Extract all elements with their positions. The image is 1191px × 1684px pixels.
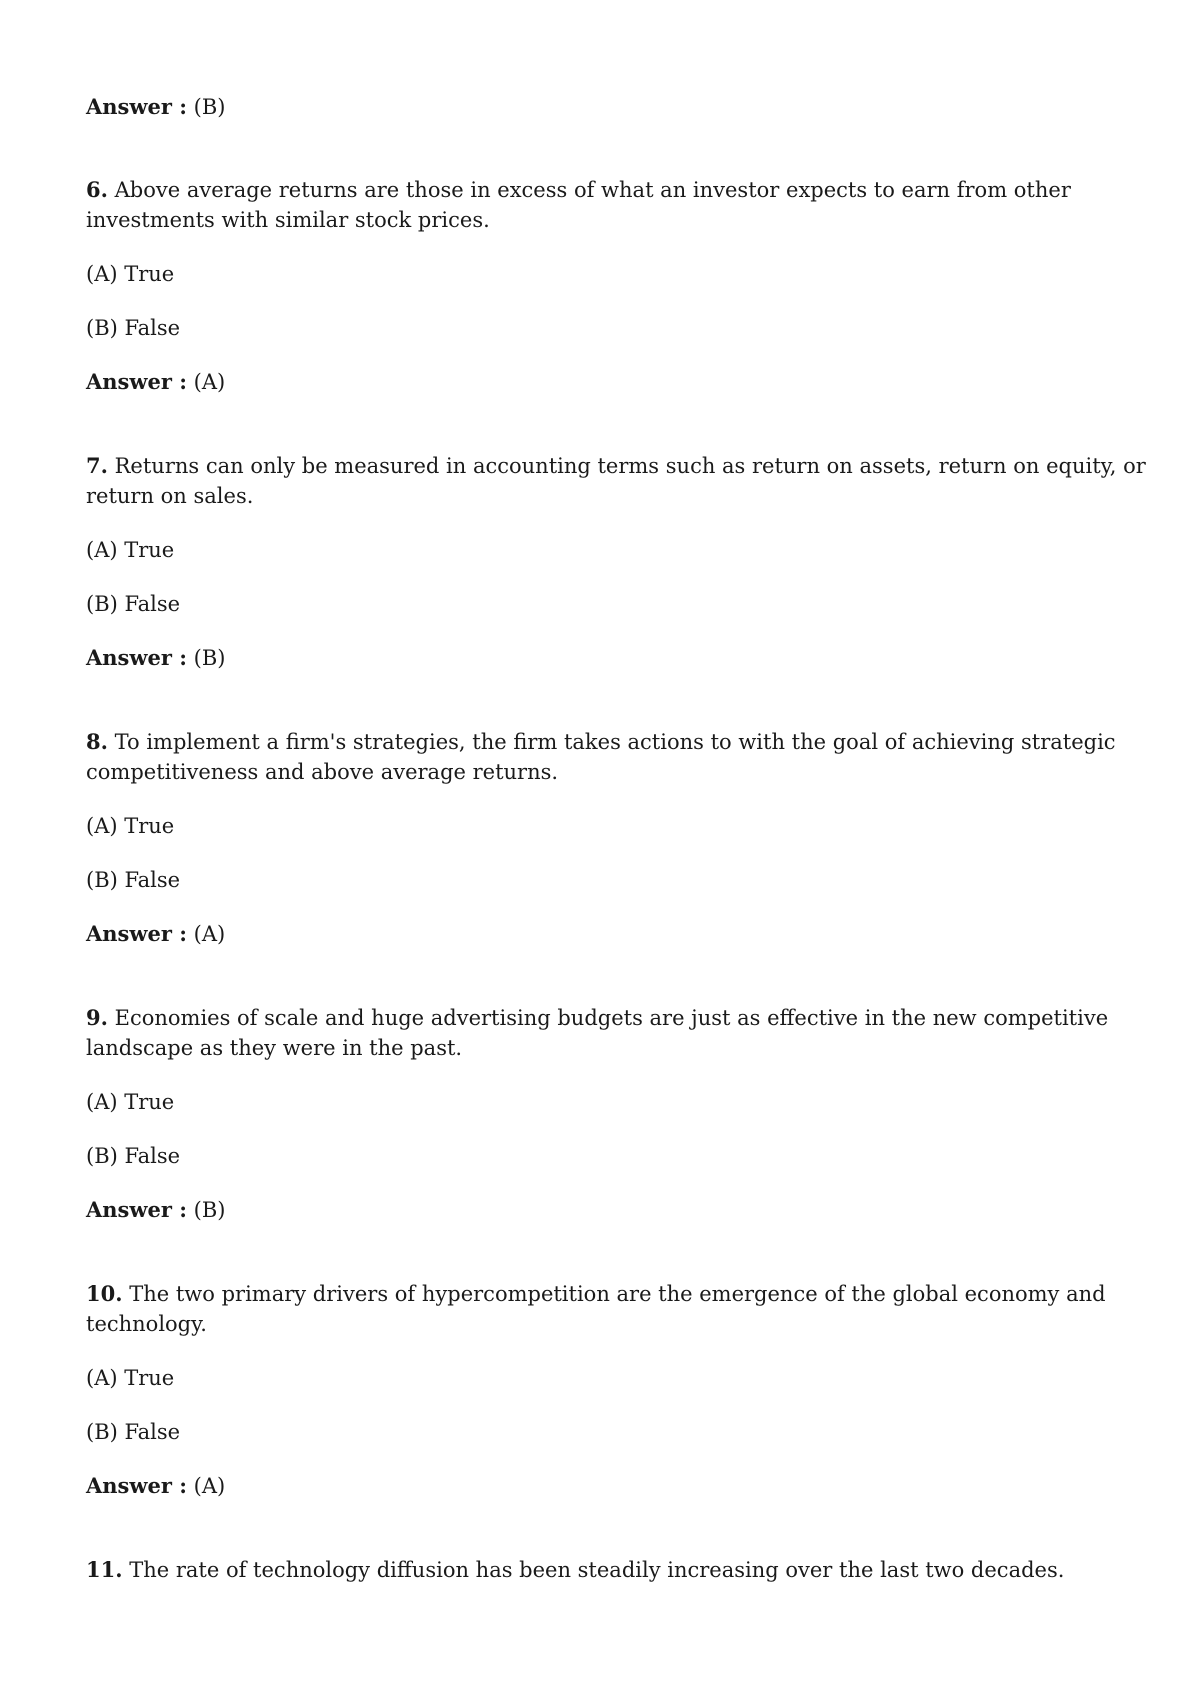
answer-label: Answer : xyxy=(86,94,187,119)
question-7-answer xyxy=(86,643,1116,673)
question-8-answer xyxy=(86,919,1116,949)
question-8-option-b: (B) False xyxy=(86,868,181,892)
question-text: The rate of technology diffusion has been steadily increasing over the last two decades. xyxy=(129,1558,1065,1582)
question-text: The two primary drivers of hypercompetition are the emergence of the global economy and xyxy=(129,1282,1106,1306)
answer-value: (B) xyxy=(193,646,226,670)
question-text: Economies of scale and huge advertising budgets are just as effective in the new competitive xyxy=(114,1006,1109,1030)
answer-line xyxy=(86,92,1116,122)
question-number: 10. xyxy=(86,1281,123,1306)
question-number: 11. xyxy=(86,1557,123,1582)
question-6-text-cont: investments with similar stock prices. xyxy=(86,208,490,232)
question-9-option-b: (B) False xyxy=(86,1144,181,1168)
question-6-option-a: (A) True xyxy=(86,262,175,286)
question-8-text xyxy=(86,727,1116,757)
question-number: 9. xyxy=(86,1005,108,1030)
question-9-answer xyxy=(86,1195,1116,1225)
question-6-answer xyxy=(86,367,1116,397)
question-7-option-b: (B) False xyxy=(86,592,181,616)
answer-value: (B) xyxy=(193,1198,226,1222)
question-7-option-a: (A) True xyxy=(86,538,175,562)
answer-label: Answer : xyxy=(86,369,187,394)
answer-value: (A) xyxy=(193,1474,226,1498)
question-7-text-cont: return on sales. xyxy=(86,484,254,508)
question-6-text xyxy=(86,175,1116,205)
question-10-text-cont: technology. xyxy=(86,1312,207,1336)
question-9-text-cont: landscape as they were in the past. xyxy=(86,1036,463,1060)
answer-label: Answer : xyxy=(86,645,187,670)
question-text: To implement a firm's strategies, the firm takes actions to with the goal of achieving strategic xyxy=(114,730,1116,754)
answer-value: (A) xyxy=(193,922,226,946)
answer-label: Answer : xyxy=(86,1473,187,1498)
question-10-option-a: (A) True xyxy=(86,1366,175,1390)
question-text: Returns can only be measured in accounting terms such as return on assets, return on equity, or xyxy=(114,454,1146,478)
question-9-text xyxy=(86,1003,1116,1033)
question-8-text-cont: competitiveness and above average returns. xyxy=(86,760,559,784)
question-number: 6. xyxy=(86,177,108,202)
question-10-text xyxy=(86,1279,1116,1309)
question-10-option-b: (B) False xyxy=(86,1420,181,1444)
question-number: 7. xyxy=(86,453,108,478)
question-7-text xyxy=(86,451,1146,481)
answer-label: Answer : xyxy=(86,1197,187,1222)
question-6-option-b: (B) False xyxy=(86,316,181,340)
answer-value: (A) xyxy=(193,370,226,394)
question-number: 8. xyxy=(86,729,108,754)
question-9-option-a: (A) True xyxy=(86,1090,175,1114)
question-text: Above average returns are those in excess of what an investor expects to earn from other xyxy=(114,178,1071,202)
question-10-answer xyxy=(86,1471,1116,1501)
question-8-option-a: (A) True xyxy=(86,814,175,838)
answer-value: (B) xyxy=(193,95,226,119)
answer-label: Answer : xyxy=(86,921,187,946)
question-11-text xyxy=(86,1555,1116,1585)
